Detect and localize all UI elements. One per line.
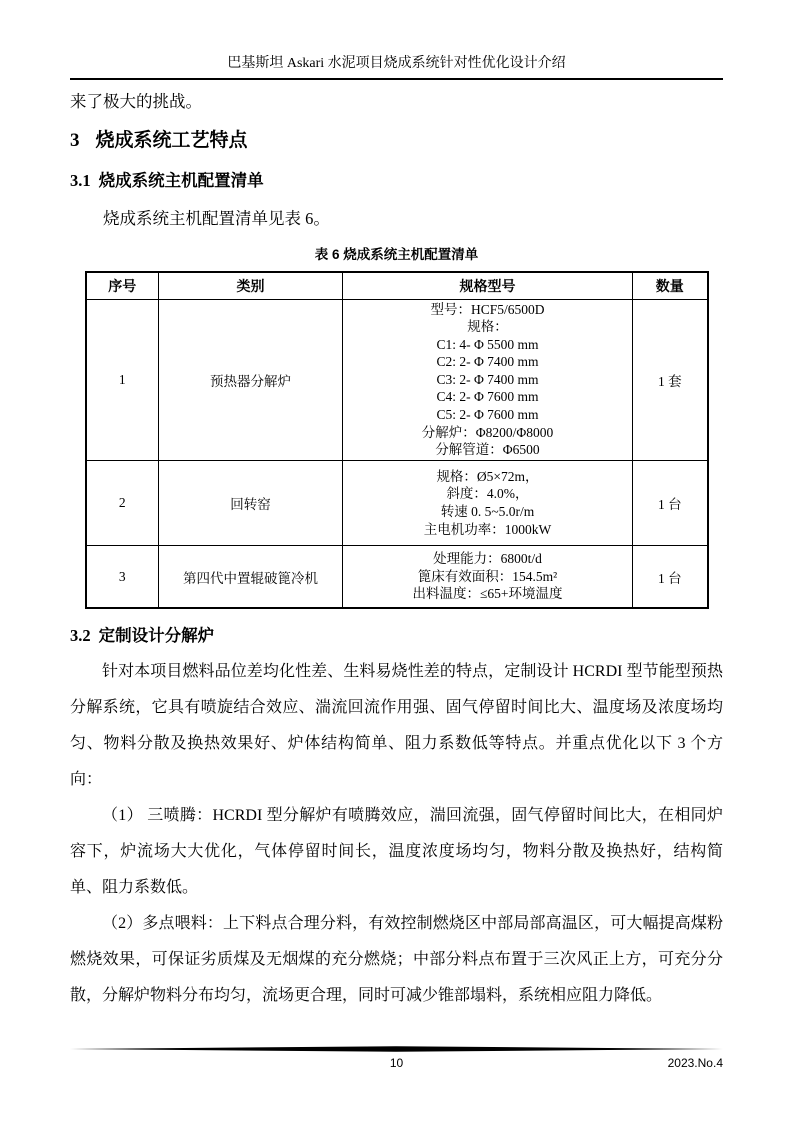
spec-line: C2: 2- Φ 7400 mm xyxy=(436,354,539,370)
cell-category: 第四代中置辊破篦冷机 xyxy=(159,546,343,608)
running-header xyxy=(70,55,723,80)
col-header-qty: 数量 xyxy=(633,272,708,299)
cell-no: 2 xyxy=(86,460,159,545)
running-header-title: 巴基斯坦 Askari 水泥项目烧成系统针对性优化设计介绍 xyxy=(227,56,566,71)
col-header-spec: 规格型号 xyxy=(343,272,633,299)
section-3-heading xyxy=(70,128,723,154)
spec-line: C1: 4- Φ 5500 mm xyxy=(436,336,539,352)
spec-line: 主电机功率：1000kW xyxy=(423,521,552,537)
body-paragraph: 针对本项目燃料品位差均化性差、生料易烧性差的特点，定制设计 HCRDI 型节能型预热分解系统，它具有喷旋结合效应、湍流回流作用强、固气停留时间比大、温度场及浓度场均匀、物料分散及换热效果好、炉体结构简单、阻力系数低等特点。并重点优化以下 3 个方向： xyxy=(70,663,723,788)
page-content xyxy=(70,55,723,1014)
cell-spec xyxy=(343,546,633,608)
col-header-category: 类别 xyxy=(159,272,343,299)
section-3-2-number: 3.2 xyxy=(70,626,91,645)
spec-line: 型号：HCF5/6500D xyxy=(430,301,545,317)
cell-qty: 1 台 xyxy=(633,546,708,608)
table-lead-paragraph: 烧成系统主机配置清单见表 6。 xyxy=(103,209,330,228)
spec-line: 转速 0. 5~5.0r/m xyxy=(440,504,535,520)
spec-lines xyxy=(343,468,632,538)
spec-lines xyxy=(343,301,632,459)
table-row xyxy=(86,546,708,608)
table-row xyxy=(86,460,708,545)
table-caption: 表 6 烧成系统主机配置清单 xyxy=(314,247,479,262)
spec-line: C5: 2- Φ 7600 mm xyxy=(436,407,539,423)
section-3-1-heading xyxy=(70,170,723,192)
cell-spec xyxy=(343,460,633,545)
spec-line: 分解管道：Φ6500 xyxy=(435,442,540,458)
cell-no: 3 xyxy=(86,546,159,608)
spec-line: C3: 2- Φ 7400 mm xyxy=(436,371,539,387)
spec-line: 斜度：4.0%， xyxy=(446,486,529,502)
footer-rule xyxy=(70,1046,723,1052)
section-3-2-heading xyxy=(70,625,723,647)
spec-line: 规格：Ø5×72m， xyxy=(436,468,539,484)
cell-spec xyxy=(343,299,633,460)
spec-line: 分解炉：Φ8200/Φ8000 xyxy=(421,424,554,440)
spec-line: 篦床有效面积：154.5m² xyxy=(417,568,558,584)
intro-paragraph: 来了极大的挑战。 xyxy=(70,92,202,111)
body-paragraph: （1） 三喷腾：HCRDI 型分解炉有喷腾效应，湍回流强，固气停留时间比大，在相同炉容下，炉流场大大优化，气体停留时间长，温度浓度场均匀，物料分散及换热好，结构简单、阻力系数低。 xyxy=(70,807,723,896)
spec-lines xyxy=(343,550,632,603)
table-row xyxy=(86,299,708,460)
spec-line: C4: 2- Φ 7600 mm xyxy=(436,389,539,405)
section-3-number: 3 xyxy=(70,130,80,151)
spec-line: 出料温度：≤65+环境温度 xyxy=(412,586,563,602)
page-number: 10 xyxy=(389,1056,404,1070)
cell-category: 回转窑 xyxy=(159,460,343,545)
cell-qty: 1 套 xyxy=(633,299,708,460)
section-3-1-number: 3.1 xyxy=(70,171,91,190)
table-header-row xyxy=(86,272,708,299)
cell-qty: 1 台 xyxy=(633,460,708,545)
section-3-title: 烧成系统工艺特点 xyxy=(95,130,248,151)
cell-category: 预热器分解炉 xyxy=(159,299,343,460)
spec-line: 处理能力：6800t/d xyxy=(433,551,542,567)
body-paragraph: （2）多点喂料：上下料点合理分料，有效控制燃烧区中部局部高温区，可大幅提高煤粉燃烧效果，可保证劣质煤及无烟煤的充分燃烧；中部分料点布置于三次风正上方，可充分分散，分解炉物料分布均匀，流场更合理，同时可减少锥部塌料，系统相应阻力降低。 xyxy=(70,915,723,1004)
issue-label: 2023.No.4 xyxy=(667,1056,723,1070)
cell-no: 1 xyxy=(86,299,159,460)
col-header-no: 序号 xyxy=(86,272,159,299)
section-3-2-title: 定制设计分解炉 xyxy=(98,627,215,645)
section-3-1-title: 烧成系统主机配置清单 xyxy=(98,172,264,190)
main-equipment-table xyxy=(85,271,709,609)
page-footer xyxy=(70,1055,723,1071)
spec-line: 规格： xyxy=(467,319,508,335)
